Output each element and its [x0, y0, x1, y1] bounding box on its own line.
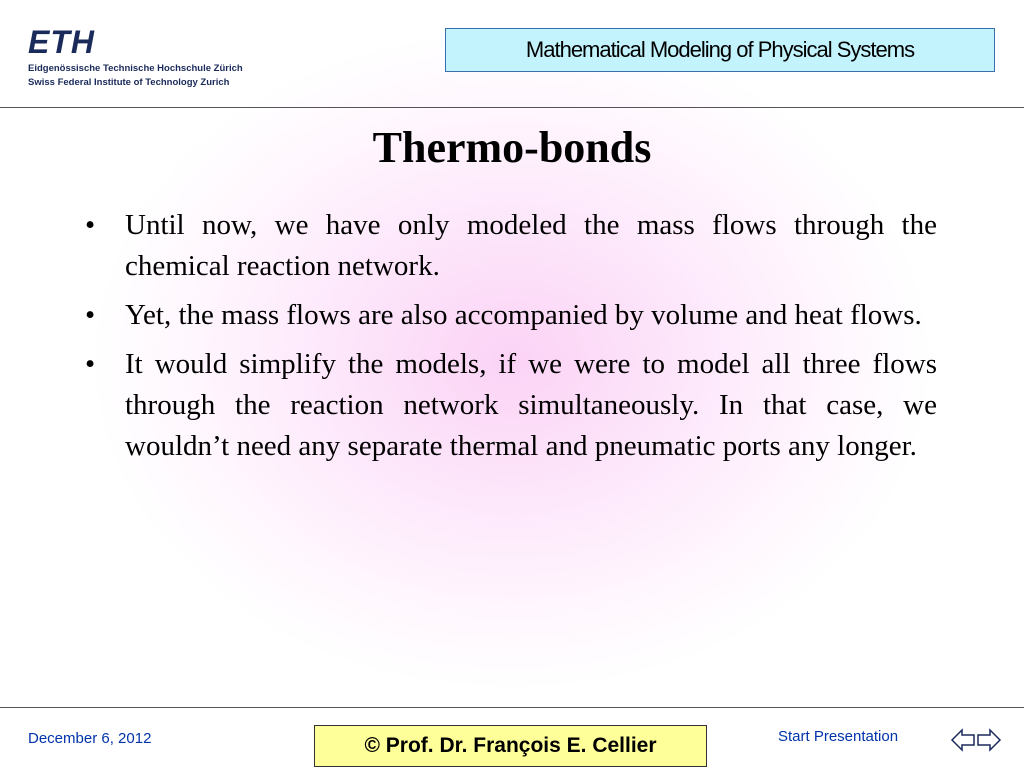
eth-logo-line-german: Eidgenössische Technische Hochschule Zürich [28, 63, 243, 74]
slide-navigation [950, 727, 1002, 753]
bullet-item [85, 295, 937, 336]
footer-date: December 6, 2012 [28, 730, 152, 747]
slide-title: Thermo-bonds [372, 123, 652, 172]
bullet-text: It would simplify the models, if we were to model all three flows through the reaction network simultaneously. In that case, we wouldn’t need any separate thermal and pneumatic ports any longer. [125, 348, 937, 462]
bullet-dot: • [85, 209, 96, 241]
bullet-text: Yet, the mass flows are also accompanied by volume and heat flows. [125, 299, 922, 331]
course-title-box: Mathematical Modeling of Physical Systems [445, 28, 995, 72]
bullet-dot: • [85, 348, 96, 380]
header-divider [0, 107, 1024, 108]
footer-divider [0, 707, 1024, 708]
arrow-right-icon[interactable] [976, 727, 1002, 753]
bullet-list [85, 205, 937, 475]
start-presentation-link[interactable]: Start Presentation [778, 728, 899, 745]
bullet-item [85, 344, 937, 467]
eth-logo-line-english: Swiss Federal Institute of Technology Zurich [28, 77, 230, 88]
eth-logo-wordmark: ETH [28, 24, 95, 60]
bullet-dot: • [85, 299, 96, 331]
bullet-item [85, 205, 937, 287]
copyright-box: © Prof. Dr. François E. Cellier [314, 725, 707, 767]
eth-logo [28, 26, 268, 96]
arrow-left-icon[interactable] [950, 727, 976, 753]
bullet-text: Until now, we have only modeled the mass flows through the chemical reaction network. [125, 209, 937, 282]
